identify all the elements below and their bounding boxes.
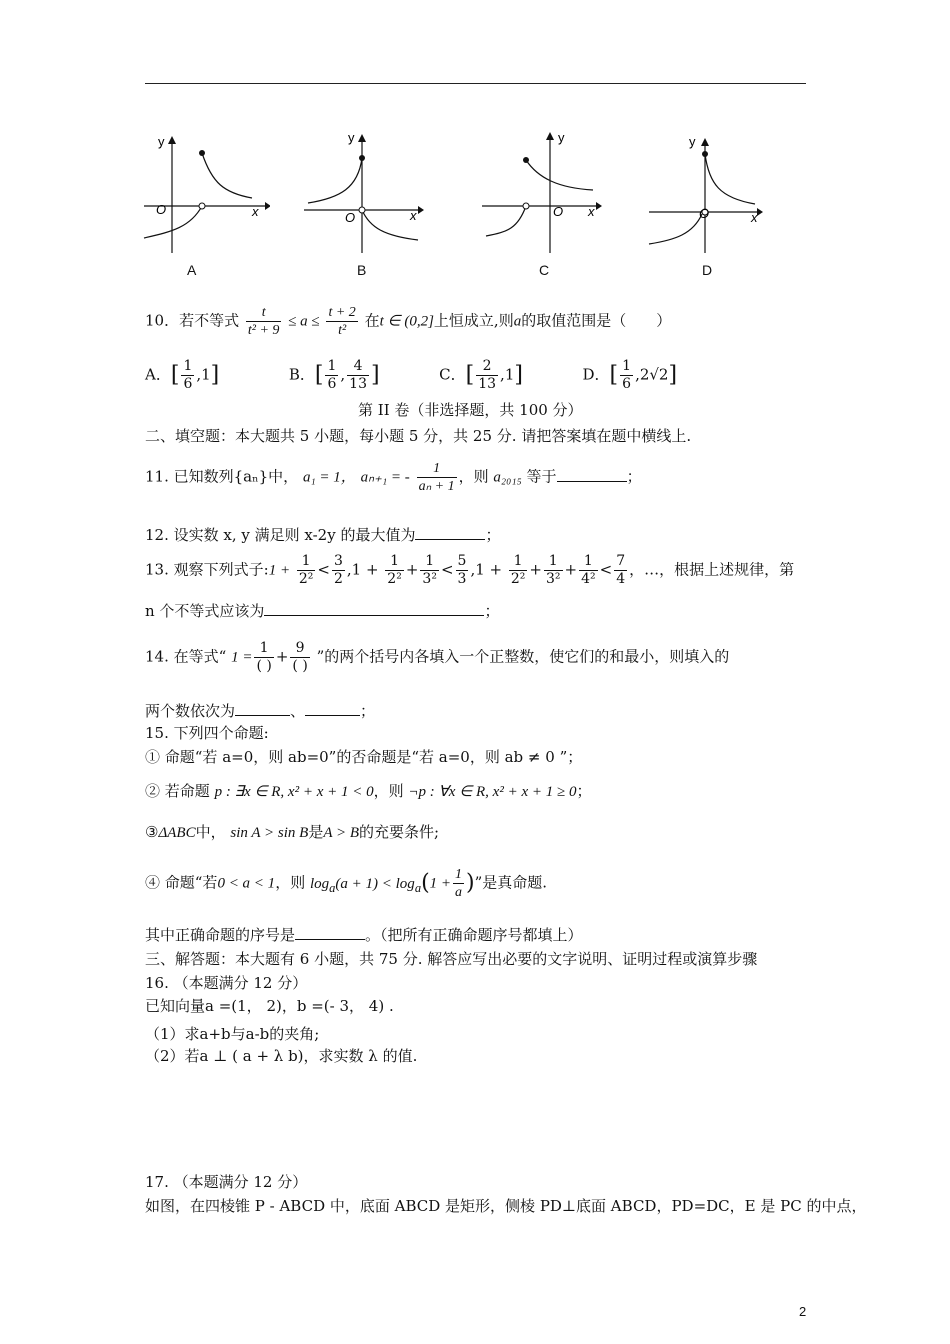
header-rule	[145, 83, 806, 84]
origin-label: O	[156, 202, 167, 217]
x-axis-label: x	[751, 210, 758, 225]
section-2-heading: 二、填空题：本大题共 5 小题，每小题 5 分，共 25 分. 请把答案填在题中横线上.	[145, 427, 692, 445]
question-15-statement-2: ② 若命题 p : ∃x ∈ R, x² + x + 1 < 0，则 ¬p : ∀x ∈ R, x² + x + 1 ≥ 0；	[145, 782, 592, 800]
graph-a	[140, 128, 270, 258]
y-axis-label: y	[348, 130, 355, 145]
graph-label-b: B	[357, 262, 367, 278]
question-16-given: 已知向量a =(1， 2)，b =(- 3， 4) .	[145, 997, 394, 1015]
graph-label-d: D	[702, 262, 713, 278]
origin-label: O	[699, 206, 710, 221]
question-16-title: 16. （本题满分 12 分）	[145, 974, 308, 992]
question-16-part-1: （1）求a+b与a-b的夹角;	[145, 1025, 320, 1043]
graph-d	[645, 128, 770, 258]
graph-label-a: A	[187, 262, 197, 278]
question-15-answer: 其中正确命题的序号是 。（把所有正确命题序号都填上）	[145, 926, 583, 944]
origin-label: O	[553, 204, 564, 219]
question-13: 13. 观察下列式子:1 + $\frac{1}{\text{2²}}$ < $\frac{3}{2}$ ,1 + $\frac{1}{\text{2²}}$ + $\frac{1}{\text{3²}}$ < $\frac{5}{3}$ ,1 + $\frac{1}{\text{2²}}$ + $\frac{1}{\text{3²}}$ + $\frac{1}{\text{4²}}$ < $\frac{7}{4}$ ，…，根据上述规律，第	[145, 553, 795, 587]
question-10: 10．若不等式 $\frac{t}{\text{t² + 9}}$ ≤ a ≤ $\frac{t + 2}{\text{t²}}$ 在t ∈ (0,2]上恒成立,则a的取值范围是（ ）	[145, 305, 672, 338]
question-14: 14. 在等式“ 1 = $\frac{1}{( )}$ + $\frac{9}{( )}$ ”的两个括号内各填入一个正整数，使它们的和最小，则填入的	[145, 640, 730, 674]
question-17-title: 17. （本题满分 12 分）	[145, 1173, 308, 1191]
graph-b	[300, 128, 430, 258]
question-17-text: 如图，在四棱锥 P - ABCD 中，底面 ABCD 是矩形，侧棱 PD⊥底面 ABCD，PD=DC，E 是 PC 的中点，	[145, 1197, 867, 1215]
question-15-statement-1: ① 命题“若 a=0，则 ab=0”的否命题是“若 a=0，则 ab ≠ 0 ”；	[145, 748, 583, 766]
question-15-title: 15. 下列四个命题:	[145, 724, 269, 742]
page-number: 2	[799, 1304, 807, 1319]
graph-label-c: C	[539, 262, 550, 278]
question-15-statement-4: ④ 命题“若0 < a < 1，则 $\log_a(a + 1) < \log_a(1$ + $\frac{1}{a}$ )”是真命题.	[145, 867, 548, 900]
graph-c	[478, 128, 608, 258]
section-3-heading: 三、解答题：本大题有 6 小题，共 75 分. 解答应写出必要的文字说明、证明过程或演算步骤	[145, 950, 758, 968]
y-axis-label: y	[158, 134, 165, 149]
part-2-title: 第 II 卷（非选择题，共 100 分）	[358, 401, 583, 419]
question-13-line-2: n 个不等式应该为 ；	[145, 602, 500, 620]
y-axis-label: y	[558, 130, 565, 145]
x-axis-label: x	[252, 204, 259, 219]
question-16-part-2: （2）若a ⊥ ( a + λ b)，求实数 λ 的值.	[145, 1047, 418, 1065]
question-11: 11. 已知数列{aₙ}中， a₁ = 1， aₙ₊₁ = - $\frac{1}{\text{aₙ + 1}}$ ，则 a₂₀₁₅ 等于 ；	[145, 461, 642, 494]
question-14-line-2: 两个数依次为 、 ；	[145, 702, 376, 720]
origin-label: O	[345, 210, 356, 225]
x-axis-label: x	[410, 208, 417, 223]
question-10-options: A．[ $\frac{1}{6}$ ,1] B．[ $\frac{1}{6}$ , $\frac{4}{13}$ ] C．[ $\frac{2}{13}$ ,1] D．[ $\frac{1}{6}$ ,2√2]	[145, 358, 678, 392]
question-15-statement-3: ③ΔABC中， sin A > sin B是A > B的充要条件;	[145, 823, 440, 841]
question-12: 12. 设实数 x, y 满足则 x-2y 的最大值为 ；	[145, 526, 501, 544]
x-axis-label: x	[588, 204, 595, 219]
y-axis-label: y	[689, 134, 696, 149]
